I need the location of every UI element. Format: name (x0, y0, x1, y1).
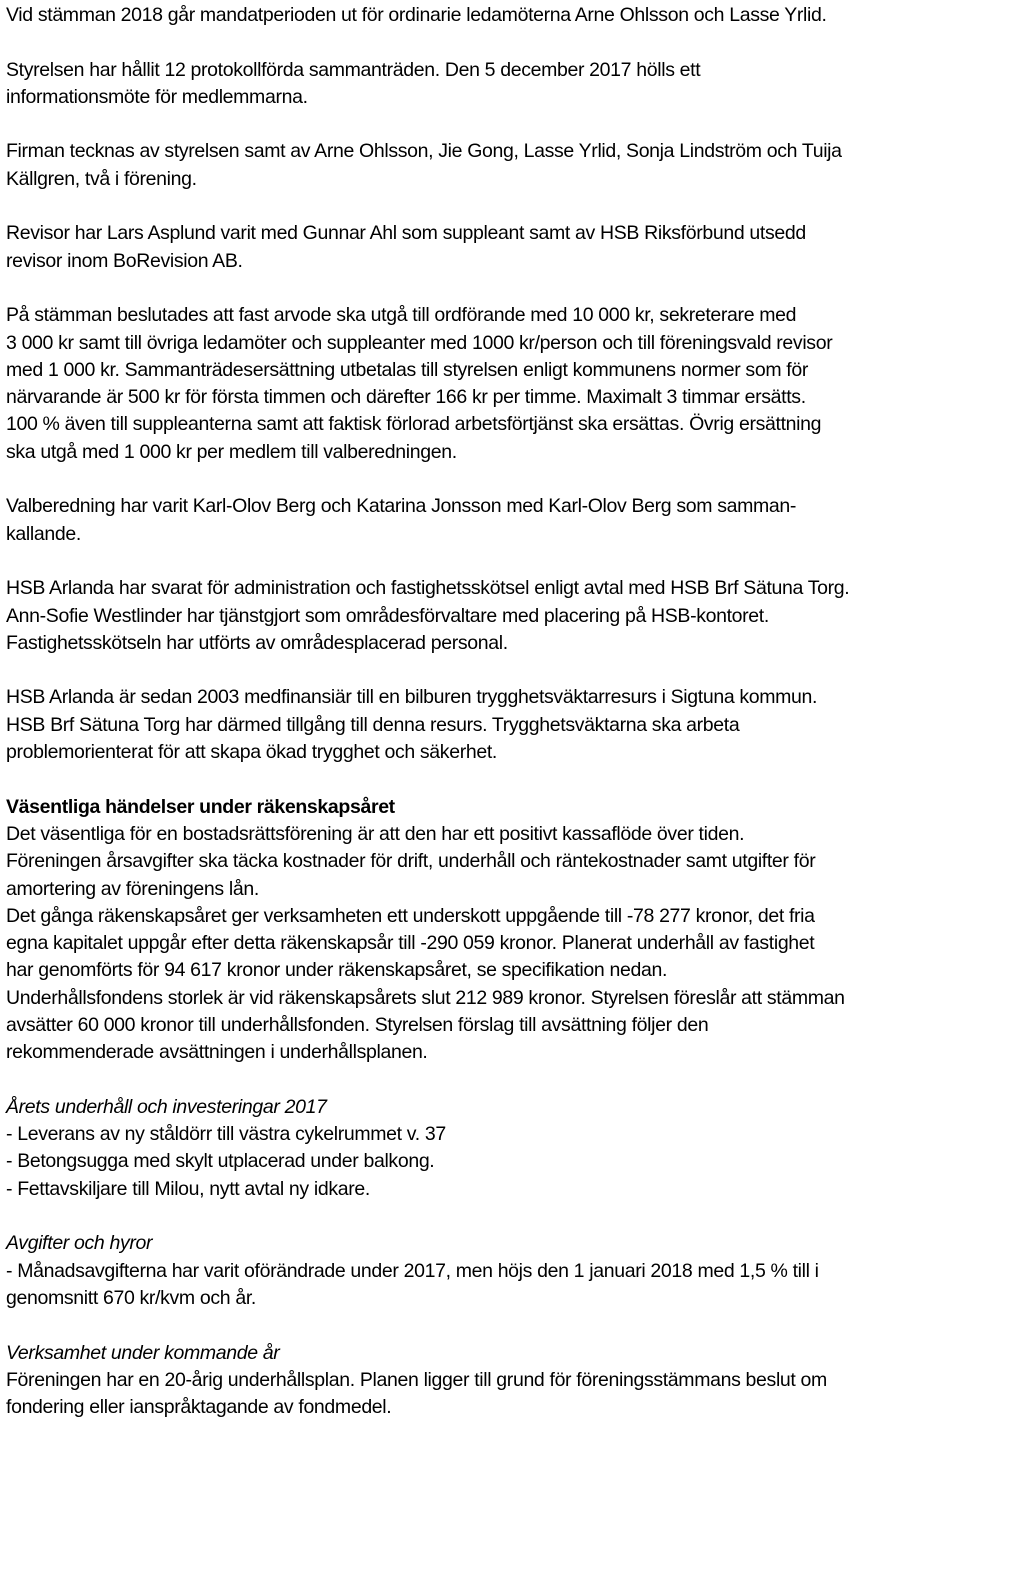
text-line: egna kapitalet uppgår efter detta räkenskapsår till -290 059 kronor. Planerat underhåll av fastighet (6, 932, 815, 955)
subsection-heading: Årets underhåll och investeringar 2017 (6, 1095, 327, 1118)
text-line: Vid stämman 2018 går mandatperioden ut för ordinarie ledamöterna Arne Ohlsson och Lasse Yrlid. (6, 4, 827, 26)
text-line: amortering av föreningens lån. (6, 877, 259, 900)
text-line: med 1 000 kr. Sammanträdesersättning utbetalas till styrelsen enligt kommunens normer som för (6, 358, 808, 381)
text-line: kallande. (6, 522, 81, 545)
text-line: Underhållsfondens storlek är vid räkenskapsårets slut 212 989 kronor. Styrelsen föreslår att stämman (6, 986, 845, 1009)
text-line: fondering eller ianspråktagande av fondmedel. (6, 1396, 392, 1419)
paragraph-board-meetings (6, 57, 1018, 112)
text-line: HSB Brf Sätuna Torg har därmed tillgång till denna resurs. Trygghetsväktarna ska arbeta (6, 713, 740, 736)
text-line: Firman tecknas av styrelsen samt av Arne Ohlsson, Jie Gong, Lasse Yrlid, Sonja Lindström och Tuija (6, 140, 842, 163)
section-significant-events (6, 794, 1018, 1067)
paragraph-fees (6, 302, 1018, 466)
section-maintenance-investments (6, 1094, 1018, 1203)
paragraph-auditor (6, 220, 1018, 275)
text-line: Källgren, två i förening. (6, 167, 197, 190)
section-heading: Väsentliga händelser under räkenskapsåret (6, 795, 395, 818)
list-item: - Månadsavgifterna har varit oförändrade under 2017, men höjs den 1 januari 2018 med 1,5 % till i (6, 1259, 819, 1282)
text-line: Föreningen årsavgifter ska täcka kostnader för drift, underhåll och räntekostnader samt utgifter för (6, 850, 816, 873)
text-line: problemorienterat för att skapa ökad trygghet och säkerhet. (6, 741, 497, 764)
text-line: Ann-Sofie Westlinder har tjänstgjort som områdesförvaltare med placering på HSB-kontoret. (6, 604, 769, 627)
text-line: avsätter 60 000 kronor till underhållsfonden. Styrelsen förslag till avsättning följer den (6, 1013, 709, 1036)
paragraph-administration (6, 575, 1018, 657)
list-item: - Leverans av ny ståldörr till västra cykelrummet v. 37 (6, 1123, 446, 1146)
subsection-heading: Avgifter och hyror (6, 1232, 153, 1255)
text-line: rekommenderade avsättningen i underhållsplanen. (6, 1041, 428, 1064)
text-line: informationsmöte för medlemmarna. (6, 85, 308, 108)
text-line: revisor inom BoRevision AB. (6, 249, 243, 272)
section-fees-and-rents (6, 1230, 1018, 1312)
text-line: ska utgå med 1 000 kr per medlem till valberedningen. (6, 440, 457, 463)
text-line: Föreningen har en 20-årig underhållsplan. Planen ligger till grund för föreningsstämmans beslut om (6, 1368, 827, 1391)
paragraph-signatories (6, 138, 1018, 193)
text-line: genomsnitt 670 kr/kvm och år. (6, 1286, 256, 1309)
text-line: 100 % även till suppleanterna samt att faktisk förlorad arbetsförtjänst ska ersättas. Övrig ersättning (6, 413, 822, 436)
text-line: Styrelsen har hållit 12 protokollförda sammanträden. Den 5 december 2017 hölls ett (6, 58, 701, 81)
text-line: har genomförts för 94 617 kronor under räkenskapsåret, se specifikation nedan. (6, 959, 668, 982)
text-line: HSB Arlanda är sedan 2003 medfinansiär till en bilburen trygghetsväktarresurs i Sigtuna kommun. (6, 686, 818, 709)
text-line: HSB Arlanda har svarat för administration och fastighetsskötsel enligt avtal med HSB Brf Sätuna Torg. (6, 577, 850, 600)
text-line: Det gånga räkenskapsåret ger verksamheten ett underskott uppgående till -78 277 kronor, det fria (6, 904, 815, 927)
text-line: Revisor har Lars Asplund varit med Gunnar Ahl som suppleant samt av HSB Riksförbund utsedd (6, 222, 806, 245)
paragraph-nomination-committee (6, 493, 1018, 548)
section-coming-year (6, 1340, 1018, 1422)
subsection-heading: Verksamhet under kommande år (6, 1341, 280, 1364)
text-line: närvarande är 500 kr för första timmen och därefter 166 kr per timme. Maximalt 3 timmar ersätts. (6, 386, 806, 409)
text-line: 3 000 kr samt till övriga ledamöter och suppleanter med 1000 kr/person och till föreningsvald revisor (6, 331, 833, 354)
text-line: Valberedning har varit Karl-Olov Berg och Katarina Jonsson med Karl-Olov Berg som samman- (6, 495, 797, 518)
text-line: Fastighetsskötseln har utförts av områdesplacerad personal. (6, 631, 508, 654)
list-item: - Betongsugga med skylt utplacerad under balkong. (6, 1150, 435, 1173)
text-line: På stämman beslutades att fast arvode ska utgå till ordförande med 10 000 kr, sekreterare med (6, 304, 797, 327)
list-item: - Fettavskiljare till Milou, nytt avtal ny idkare. (6, 1177, 370, 1200)
paragraph-mandate (6, 2, 1018, 29)
paragraph-security-guards (6, 684, 1018, 766)
text-line: Det väsentliga för en bostadsrättsförening är att den har ett positivt kassaflöde över tiden. (6, 822, 745, 845)
